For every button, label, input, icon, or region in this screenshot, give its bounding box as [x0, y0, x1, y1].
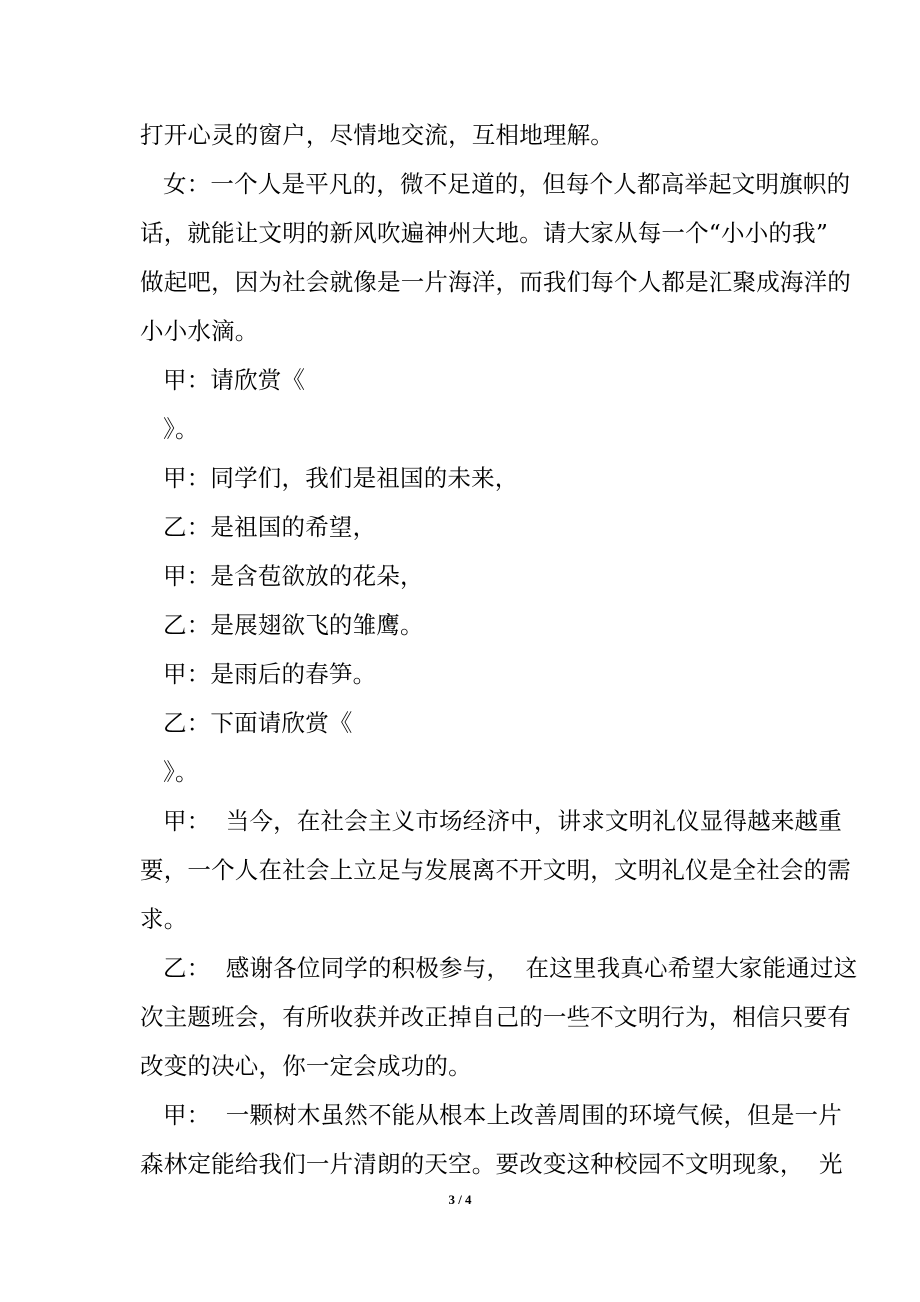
text-line: 乙：下面请欣赏《 [163, 709, 353, 737]
page-number: 3 / 4 [448, 1192, 472, 1207]
text-line: 改变的决心，你一定会成功的。 [140, 1052, 472, 1080]
text-line: 话，就能让文明的新风吹遍神州大地。请大家从每一个“小小的我” [140, 219, 829, 247]
text-line: 求。 [140, 905, 188, 933]
text-line: 乙： 感谢各位同学的积极参与， 在这里我真心希望大家能通过这 [163, 954, 858, 982]
text-line: 甲：请欣赏《 [163, 366, 306, 394]
text-line: 甲：同学们，我们是祖国的未来， [163, 464, 519, 492]
text-line: 森林定能给我们一片清朗的天空。要改变这种校园不文明现象， 光 [140, 1150, 843, 1178]
text-line: 甲：是含苞欲放的花朵， [163, 562, 424, 590]
text-line: 女：一个人是平凡的，微不足道的，但每个人都高举起文明旗帜的 [163, 170, 851, 198]
text-line: 次主题班会，有所收获并改正掉自己的一些不文明行为，相信只要有 [140, 1003, 851, 1031]
text-line: 甲： 当今，在社会主义市场经济中，讲求文明礼仪显得越来越重 [163, 807, 842, 835]
text-line: 要，一个人在社会上立足与发展离不开文明，文明礼仪是全社会的需 [140, 856, 851, 884]
text-line: 》。 [163, 415, 199, 443]
text-line: 》。 [163, 758, 199, 786]
text-line: 打开心灵的窗户，尽情地交流，互相地理解。 [140, 121, 614, 149]
text-line: 甲：是雨后的春笋。 [163, 660, 377, 688]
text-line: 甲： 一颗树木虽然不能从根本上改善周围的环境气候，但是一片 [163, 1101, 842, 1129]
text-line: 乙：是展翅欲飞的雏鹰。 [163, 611, 424, 639]
text-line: 乙：是祖国的希望， [163, 513, 377, 541]
text-line: 做起吧，因为社会就像是一片海洋，而我们每个人都是汇聚成海洋的 [140, 268, 851, 296]
text-line: 小小水滴。 [140, 317, 259, 345]
